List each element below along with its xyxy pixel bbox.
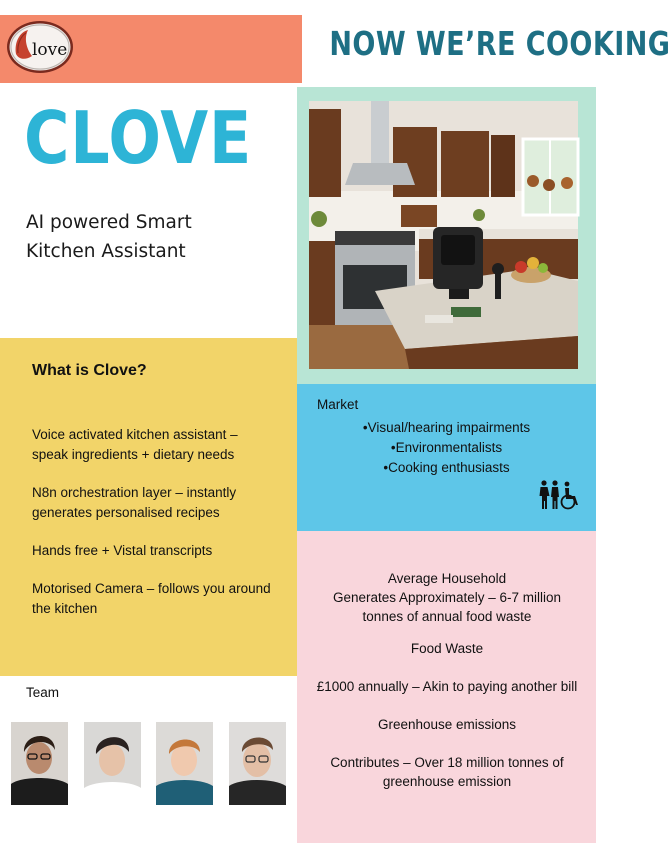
- contributes-stat-line: greenhouse emission: [382, 774, 512, 789]
- market-item: •Environmentalists: [390, 440, 503, 455]
- feature-item: Voice activated kitchen assistant – speak ingredients + dietary needs: [32, 427, 238, 462]
- what-is-title: What is Clove?: [32, 362, 147, 379]
- tagline: [26, 208, 276, 266]
- feature-item: Motorised Camera – follows you around the kitchen: [32, 581, 271, 616]
- market-item: •Visual/hearing impairments: [362, 420, 531, 435]
- market-title: Market: [317, 397, 359, 412]
- tagline-line: AI powered Smart: [26, 212, 192, 233]
- household-stat-line: Generates Approximately – 6-7 million: [332, 590, 562, 605]
- feature-item: Hands free + Vistal transcripts: [32, 543, 213, 558]
- clove-logo: [6, 20, 74, 74]
- cost-stat: £1000 annually – Akin to paying another bill: [316, 679, 578, 694]
- feature-item: N8n orchestration layer – instantly generates personalised recipes: [32, 485, 237, 520]
- market-item: •Cooking enthusiasts: [383, 460, 510, 475]
- household-stat-line: tonnes of annual food waste: [362, 609, 532, 624]
- food-waste-title: Food Waste: [410, 641, 484, 656]
- team-member-photo: [229, 722, 286, 805]
- team-member-photo: [84, 722, 141, 805]
- greenhouse-title: Greenhouse emissions: [377, 717, 517, 732]
- contributes-stat-line: Contributes – Over 18 million tonnes of: [330, 755, 564, 770]
- brand-title: CLOVE: [24, 96, 253, 180]
- team-member-photo: [156, 722, 213, 805]
- svg-text:love: love: [32, 40, 68, 60]
- team-member-photo: [11, 722, 68, 805]
- tagline-line: Kitchen Assistant: [26, 241, 186, 262]
- kitchen-photo: [309, 101, 578, 369]
- accessibility-people-icon: [538, 480, 582, 510]
- headline: NOW WE’RE COOKING: [329, 24, 670, 63]
- team-label: Team: [26, 685, 60, 700]
- household-stat-line: Average Household: [387, 571, 507, 586]
